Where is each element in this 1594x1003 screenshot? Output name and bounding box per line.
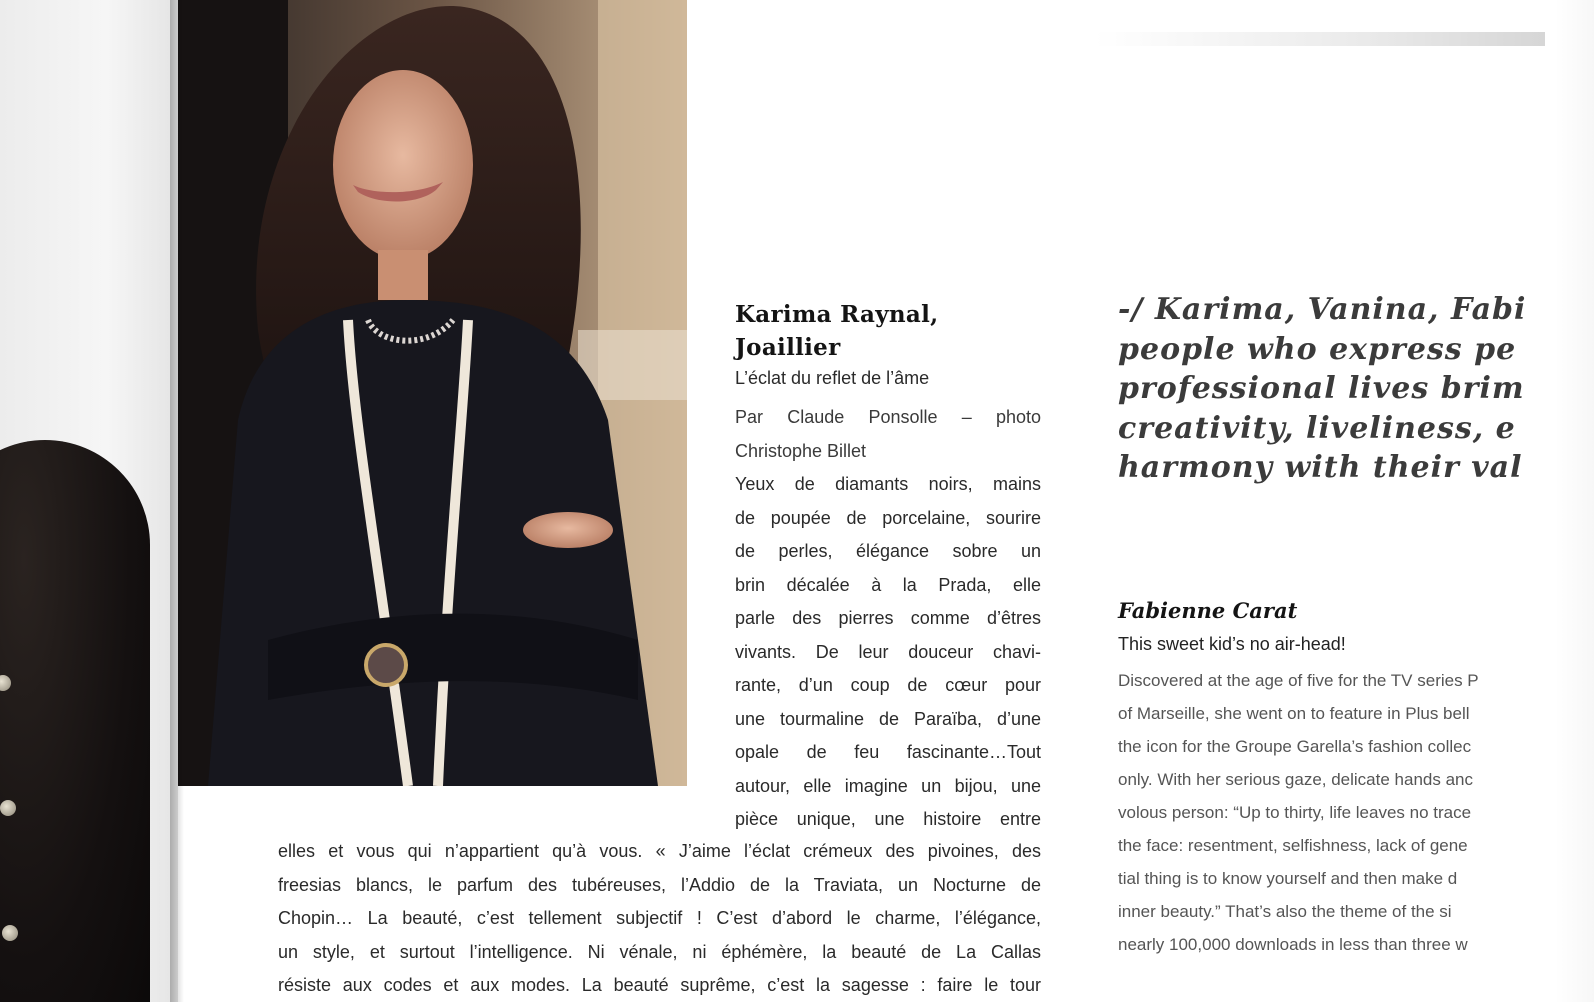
body-line: vivants. De leur douceur chavi- bbox=[735, 641, 1041, 662]
body-line: of Marseille, she went on to feature in Plus bell bbox=[1118, 704, 1470, 723]
body-line: autour, elle imagine un bijou, une bbox=[735, 775, 1041, 796]
header-strip bbox=[1095, 32, 1545, 46]
body-line: Discovered at the age of five for the TV series P bbox=[1118, 671, 1479, 690]
body-line: une tourmaline de Paraïba, d’une bbox=[735, 708, 1041, 729]
body-line: elles et vous qui n’appartient qu’à vous. « J’aime l’éclat crémeux des pivoines, des bbox=[278, 841, 1041, 861]
jacket-button-icon bbox=[2, 925, 18, 941]
jacket-button-icon bbox=[0, 675, 11, 691]
body-line: tial thing is to know yourself and then make d bbox=[1118, 869, 1458, 888]
body-line: parle des pierres comme d’êtres bbox=[735, 608, 1041, 628]
page-gutter-shadow bbox=[170, 0, 184, 1002]
body-line: résiste aux codes et aux modes. La beauté suprême, c’est la sagesse : faire le tour bbox=[278, 975, 1041, 995]
article-subtitle: L’éclat du reflet de l’âme bbox=[735, 368, 930, 388]
body-line: volous person: “Up to thirty, life leaves no trace bbox=[1118, 803, 1472, 822]
body-line: pièce unique, une histoire entre bbox=[735, 809, 1041, 829]
pull-quote-line: harmony with their val bbox=[1118, 450, 1523, 485]
pull-quote bbox=[1118, 290, 1548, 490]
article-byline: Par Claude Ponsolle – photo Christophe Billet bbox=[735, 407, 1041, 461]
body-line: opale de feu fascinante…Tout bbox=[735, 742, 1041, 762]
left-page-figure bbox=[0, 440, 150, 1002]
body-line: only. With her serious gaze, delicate hands anc bbox=[1118, 770, 1473, 789]
headline-line: Karima Raynal, bbox=[735, 301, 939, 328]
article-body-wide bbox=[278, 835, 1041, 1003]
body-line: un style, et surtout l’intelligence. Ni vénale, ni éphémère, la beauté de La Callas bbox=[278, 941, 1041, 962]
body-line: de poupée de porcelaine, sourire bbox=[735, 507, 1041, 528]
pull-quote-line: -/ Karima, Vanina, Fabi bbox=[1118, 292, 1527, 327]
page-edge-shade bbox=[1554, 0, 1594, 1002]
body-line: de perles, élégance sobre un bbox=[735, 541, 1041, 561]
body-line: Yeux de diamants noirs, mains bbox=[735, 474, 1041, 494]
article-body-narrow bbox=[735, 468, 1041, 837]
body-line: inner beauty.” That’s also the theme of the si bbox=[1118, 902, 1452, 921]
body-line: brin décalée à la Prada, elle bbox=[735, 574, 1041, 595]
pull-quote-line: people who express pe bbox=[1118, 331, 1517, 367]
headline-line: Joaillier bbox=[735, 334, 841, 361]
right-column-body bbox=[1118, 664, 1548, 964]
pull-quote-line: creativity, liveliness, e bbox=[1118, 410, 1516, 446]
portrait-illustration bbox=[178, 0, 687, 786]
body-line: the icon for the Groupe Garella’s fashion collec bbox=[1118, 737, 1472, 756]
person-name-heading: Fabienne Carat bbox=[1118, 598, 1298, 623]
pull-quote-line: professional lives brim bbox=[1118, 371, 1525, 406]
body-line: freesias blancs, le parfum des tubéreuses, l’Addio de la Traviata, un Nocturne de bbox=[278, 874, 1041, 895]
jacket-button-icon bbox=[0, 800, 16, 816]
body-line: the face: resentment, selfishness, lack of gene bbox=[1118, 836, 1468, 855]
left-page bbox=[0, 0, 178, 1002]
article-headline bbox=[735, 298, 1035, 364]
person-tagline: This sweet kid’s no air-head! bbox=[1118, 634, 1346, 654]
body-line: nearly 100,000 downloads in less than three w bbox=[1118, 935, 1468, 954]
portrait-photo bbox=[178, 0, 687, 786]
body-line: rante, d’un coup de cœur pour bbox=[735, 675, 1041, 695]
body-line: Chopin… La beauté, c’est tellement subjectif ! C’est d’abord le charme, l’élégance, bbox=[278, 908, 1041, 928]
